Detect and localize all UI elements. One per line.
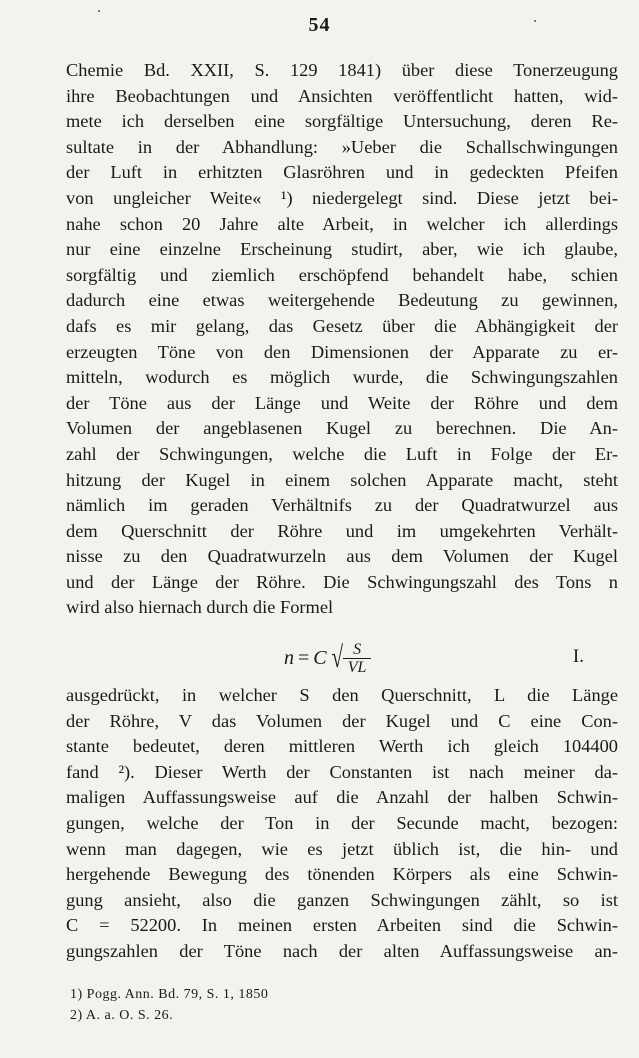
square-root-sign: √ bbox=[331, 641, 343, 674]
text-line: hitzung der Kugel in einem solchen Apparate macht, steht bbox=[66, 469, 618, 490]
text-line: von ungleicher Weite« ¹) niedergelegt sind. Diese jetzt bei- bbox=[66, 187, 618, 208]
text-line: mete ich derselben eine sorgfältige Untersuchung, deren Re- bbox=[66, 111, 618, 132]
text-line: ihre Beobachtungen und Ansichten veröffentlicht hatten, wid- bbox=[66, 85, 618, 106]
paragraph-lower bbox=[66, 683, 618, 965]
footnotes bbox=[70, 984, 470, 1026]
formula-denominator: VL bbox=[347, 658, 367, 676]
text-line: dadurch eine etwas weitergehende Bedeutung zu gewinnen, bbox=[66, 290, 618, 311]
text-line: stante bedeutet, deren mittleren Werth ich gleich 104400 bbox=[66, 736, 618, 757]
formula-display bbox=[66, 636, 618, 682]
formula bbox=[284, 638, 371, 678]
text-line: erzeugten Töne von den Dimensionen der Apparate zu er- bbox=[66, 341, 618, 362]
text-line: zahl der Schwingungen, welche die Luft in Folge der Er- bbox=[66, 443, 618, 464]
formula-numerator: S bbox=[343, 641, 371, 659]
text-line: Chemie Bd. XXII, S. 129 1841) über diese Tonerzeugung bbox=[66, 60, 618, 80]
formula-fraction bbox=[343, 641, 371, 676]
text-line: der Töne aus der Länge und Weite der Röhre und dem bbox=[66, 392, 618, 413]
footnote: 2) A. a. O. S. 26. bbox=[70, 1008, 174, 1023]
text-line: maligen Auffassungsweise auf die Anzahl der halben Schwin- bbox=[66, 787, 618, 808]
text-line: und der Länge der Röhre. Die Schwingungszahl des Tons n bbox=[66, 571, 618, 592]
paragraph-upper bbox=[66, 58, 618, 621]
text-line: mitteln, wodurch es möglich wurde, die Schwingungszahlen bbox=[66, 367, 618, 388]
text-line: Volumen der angeblasenen Kugel zu berechnen. Die An- bbox=[66, 418, 618, 439]
text-line: fand ²). Dieser Werth der Constanten ist nach meiner da- bbox=[66, 761, 618, 782]
text-line: gungen, welche der Ton in der Secunde macht, bezogen: bbox=[66, 812, 618, 833]
text-line: nisse zu den Quadratwurzeln aus dem Volumen der Kugel bbox=[66, 546, 618, 567]
text-line: dafs es mir gelang, das Gesetz über die Abhängigkeit der bbox=[66, 315, 618, 336]
text-line: nämlich im geraden Verhältnifs zu der Quadratwurzel aus bbox=[66, 495, 618, 516]
formula-constant: C bbox=[313, 646, 327, 669]
text-line: gung ansieht, also die ganzen Schwingungen zählt, so ist bbox=[66, 889, 618, 910]
footnote: 1) Pogg. Ann. Bd. 79, S. 1, 1850 bbox=[70, 987, 269, 1002]
text-line: nur eine einzelne Erscheinung studirt, aber, wie ich glaube, bbox=[66, 239, 618, 260]
formula-equals: = bbox=[298, 646, 310, 669]
text-line: C = 52200. In meinen ersten Arbeiten sind die Schwin- bbox=[66, 915, 618, 936]
text-line: der Luft in erhitzten Glasröhren und in gedeckten Pfeifen bbox=[66, 162, 618, 183]
text-line: der Röhre, V das Volumen der Kugel und C eine Con- bbox=[66, 710, 618, 731]
formula-lhs: n bbox=[284, 646, 294, 669]
text-line: nahe schon 20 Jahre alte Arbeit, in welcher ich allerdings bbox=[66, 213, 618, 234]
text-line: wird also hiernach durch die Formel bbox=[66, 597, 334, 618]
text-line: sultate in der Abhandlung: »Ueber die Schallschwingungen bbox=[66, 136, 618, 157]
text-line: hergehende Bewegung des tönenden Körpers als eine Schwin- bbox=[66, 864, 618, 885]
page-number: 54 bbox=[308, 14, 331, 36]
equation-number: I. bbox=[572, 646, 584, 667]
text-line: ausgedrückt, in welcher S den Querschnitt, L die Länge bbox=[66, 685, 618, 705]
text-line: dem Querschnitt der Röhre und im umgekehrten Verhält- bbox=[66, 520, 618, 541]
text-line: gungszahlen der Töne nach der alten Auffassungsweise an- bbox=[66, 940, 618, 961]
scan-speck bbox=[98, 10, 100, 12]
scan-speck bbox=[534, 20, 536, 22]
text-line: wenn man dagegen, wie es jetzt üblich ist, die hin- und bbox=[66, 838, 618, 859]
text-line: sorgfältig und ziemlich erschöpfend behandelt habe, schien bbox=[66, 264, 618, 285]
